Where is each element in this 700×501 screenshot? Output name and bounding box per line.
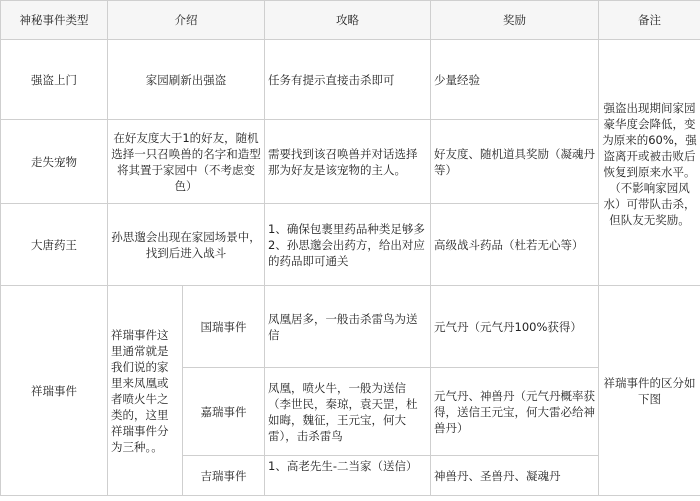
header-type: 神秘事件类型 (1, 1, 108, 40)
cell-type-auspicious: 祥瑞事件 (1, 286, 108, 496)
header-note: 备注 (599, 1, 700, 40)
table-row-auspicious-1 (1, 286, 700, 368)
cell-intro-pet: 在好友度大于1的好友，随机选择一只召唤兽的名字和造型将其置于家园中（不考虑变色） (108, 120, 265, 204)
header-guide: 攻略 (265, 1, 431, 40)
cell-guide-pet: 需要找到该召唤兽并对话选择那为好友是该宠物的主人。 (265, 120, 431, 204)
cell-type-pet: 走失宠物 (1, 120, 108, 204)
header-intro: 介绍 (108, 1, 265, 40)
cell-sub-name-2: 嘉瑞事件 (183, 368, 265, 456)
cell-reward-bandit: 少量经验 (431, 40, 599, 120)
cell-reward-sub-3: 神兽丹、圣兽丹、凝魂丹 (431, 456, 599, 496)
cell-sub-name-3: 吉瑞事件 (183, 456, 265, 496)
table-row-medicine (1, 204, 700, 286)
cell-guide-sub-1: 凤凰居多，一般击杀雷鸟为送信 (265, 286, 431, 368)
header-reward: 奖励 (431, 1, 599, 40)
table-row-bandit (1, 40, 700, 120)
cell-reward-medicine: 高级战斗药品（杜若无心等） (431, 204, 599, 286)
cell-note-bandit: 强盗出现期间家园豪华度会降低，变为原来的60%，强盗离开或被击败后恢复到原来水平。（不影响家园风水）可带队击杀，但队友无奖励。 (599, 40, 700, 286)
cell-guide-medicine: 1、确保包裹里药品种类足够多 2、孙思邈会出药方，给出对应的药品即可通关 (265, 204, 431, 286)
header-row (1, 1, 700, 40)
cell-guide-sub-3: 1、高老先生-二当家（送信） (265, 456, 431, 496)
cell-reward-pet: 好友度、随机道具奖励（凝魂丹等） (431, 120, 599, 204)
cell-type-medicine: 大唐药王 (1, 204, 108, 286)
cell-guide-sub-2: 凤凰，喷火牛，一般为送信（李世民，秦琼，袁天罡，杜如晦，魏征，王元宝，何大雷），击杀雷鸟 (265, 368, 431, 456)
cell-sub-name-1: 国瑞事件 (183, 286, 265, 368)
cell-guide-bandit: 任务有提示直接击杀即可 (265, 40, 431, 120)
cell-type-bandit: 强盗上门 (1, 40, 108, 120)
table-row-pet (1, 120, 700, 204)
cell-note-auspicious: 祥瑞事件的区分如下图 (599, 286, 700, 496)
cell-intro-auspicious: 祥瑞事件这里通常就是我们说的家里来凤凰或者喷火牛之类的，这里祥瑞事件分为三种。。 (108, 286, 183, 496)
cell-reward-sub-2: 元气丹、神兽丹（元气丹概率获得，送信王元宝，何大雷必给神兽丹） (431, 368, 599, 456)
cell-reward-sub-1: 元气丹（元气丹100%获得） (431, 286, 599, 368)
cell-intro-bandit: 家园刷新出强盗 (108, 40, 265, 120)
cell-intro-medicine: 孙思邈会出现在家园场景中，找到后进入战斗 (108, 204, 265, 286)
